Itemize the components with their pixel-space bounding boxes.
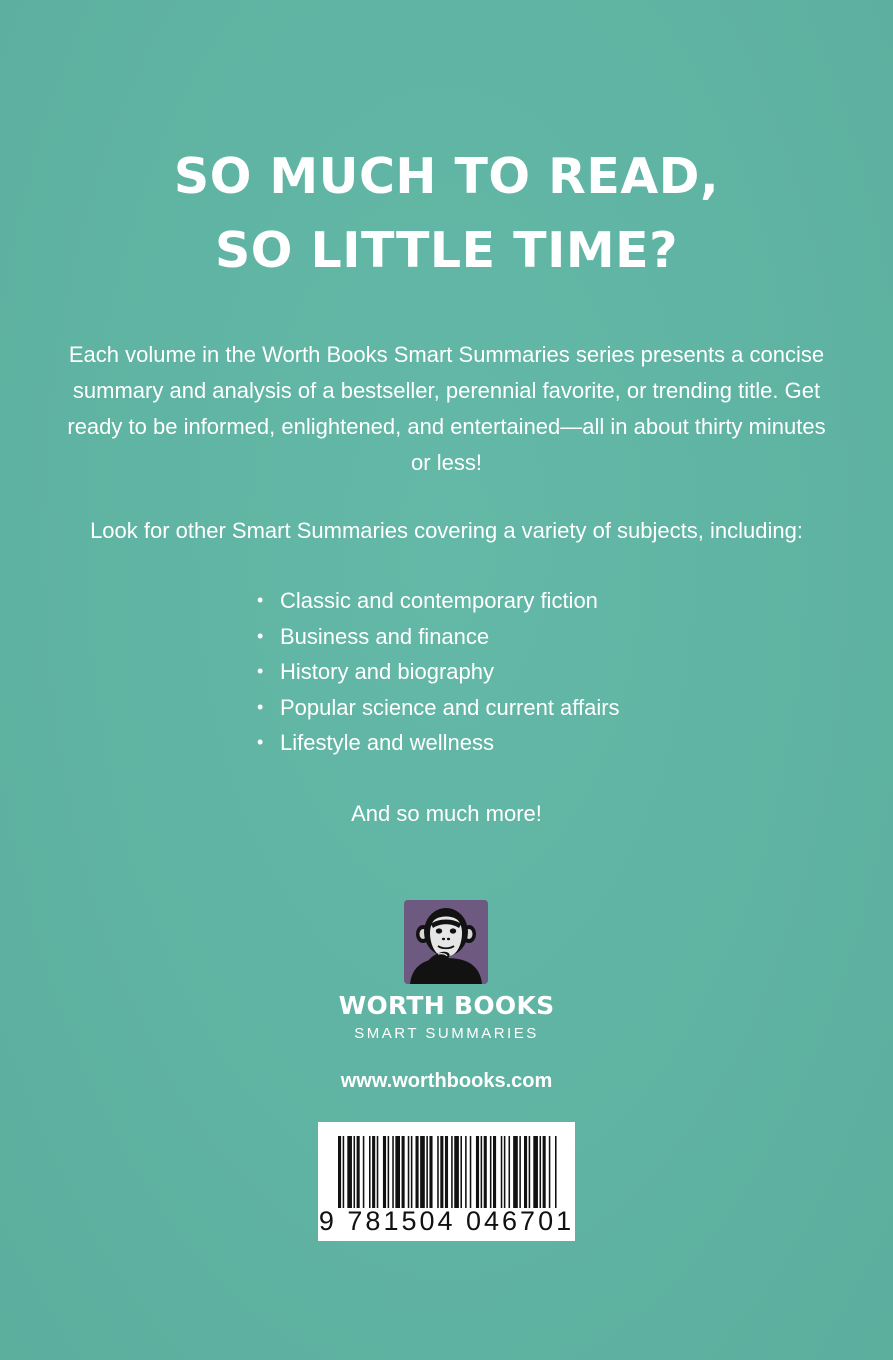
barcode-bar: [451, 1136, 453, 1208]
barcode-bar: [470, 1136, 472, 1208]
barcode-bar: [440, 1136, 443, 1208]
closing-line: And so much more!: [351, 801, 542, 826]
list-item: [255, 654, 705, 690]
brand-name: WORTH BOOKS: [338, 991, 555, 1020]
barcode-bar: [504, 1136, 506, 1208]
barcode-bar: [369, 1136, 371, 1208]
barcode-bar: [501, 1136, 503, 1208]
bullet-icon: •: [257, 625, 264, 646]
barcode-bar: [533, 1136, 538, 1208]
barcode-bar: [465, 1136, 467, 1208]
intro-paragraph: Each volume in the Worth Books Smart Summaries series presents a concise summary and analysis of a bestseller, perennial favorite, or trending title. Get ready to be informed, enlightened, and entertained—all in about thirty minutes or less!: [67, 342, 826, 475]
subject-list: [255, 583, 705, 761]
barcode-bar: [402, 1136, 405, 1208]
barcode-bar: [445, 1136, 448, 1208]
list-item: [255, 583, 705, 619]
look-for-paragraph: Look for other Smart Summaries covering a variety of subjects, including:: [90, 518, 803, 543]
bullet-icon: •: [257, 661, 264, 681]
thinking-chimp-icon: [404, 900, 488, 984]
barcode-bar: [484, 1136, 487, 1208]
list-item-label: Lifestyle and wellness: [280, 730, 495, 755]
barcode-bar: [420, 1136, 425, 1208]
barcode-bar: [372, 1136, 375, 1208]
list-item-label: Classic and contemporary fiction: [280, 588, 598, 613]
website-link[interactable]: www.worthbooks.com: [340, 1070, 553, 1092]
barcode-bar: [513, 1136, 518, 1208]
publisher-logo: [404, 900, 488, 984]
barcode-bar: [343, 1136, 345, 1208]
barcode-bar: [519, 1136, 521, 1208]
barcode-bar: [454, 1136, 459, 1208]
barcode-bar: [543, 1136, 546, 1208]
barcode-bar: [493, 1136, 496, 1208]
bullet-icon: •: [257, 696, 264, 717]
barcode-bar: [555, 1136, 557, 1208]
headline-line-2: SO LITTLE TIME?: [215, 222, 678, 279]
barcode-bar: [529, 1136, 531, 1208]
barcode-bar: [549, 1136, 551, 1208]
barcode-bar: [411, 1136, 413, 1208]
barcode-bar: [377, 1136, 379, 1208]
barcode-bar: [429, 1136, 432, 1208]
isbn-barcode: [318, 1122, 575, 1241]
brand-tagline: SMART SUMMARIES: [354, 1025, 539, 1042]
isbn-number: 9 781504 046701: [318, 1206, 575, 1236]
barcode-bar: [476, 1136, 479, 1208]
barcode-bar: [490, 1136, 492, 1208]
barcode-bar: [426, 1136, 428, 1208]
barcode-bar: [481, 1136, 483, 1208]
barcode-bar: [338, 1136, 341, 1208]
list-item: [255, 619, 705, 655]
list-item-label: History and biography: [280, 659, 495, 684]
barcode-bar: [357, 1136, 360, 1208]
bullet-icon: •: [257, 732, 264, 752]
headline-line-1: SO MUCH TO READ,: [173, 148, 720, 205]
barcode-bar: [383, 1136, 386, 1208]
barcode-bar: [395, 1136, 400, 1208]
barcode-bar: [388, 1136, 390, 1208]
barcode-bar: [416, 1136, 419, 1208]
barcode-bar: [460, 1136, 462, 1208]
barcode-bar: [509, 1136, 511, 1208]
barcode-bar: [437, 1136, 439, 1208]
barcode-bar: [354, 1136, 356, 1208]
headline: [0, 140, 893, 288]
list-item: [255, 690, 705, 726]
barcode-bar: [347, 1136, 352, 1208]
barcode-bar: [363, 1136, 365, 1208]
barcode-bar: [392, 1136, 394, 1208]
bullet-icon: •: [257, 590, 264, 610]
list-item: [255, 725, 705, 761]
list-item-label: Business and finance: [280, 623, 490, 649]
barcode-bar: [408, 1136, 410, 1208]
list-item-label: Popular science and current affairs: [280, 694, 620, 720]
barcode-bar: [524, 1136, 527, 1208]
barcode-bar: [540, 1136, 542, 1208]
